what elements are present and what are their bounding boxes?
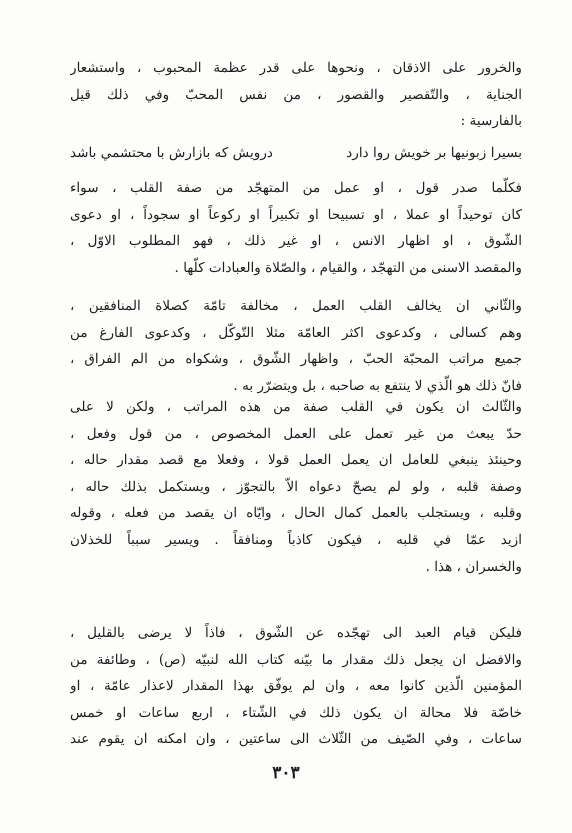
text-line: الشّوق ، او اظهار الانس ، او غير ذلك ، فهو المطلوب الاوّل ،: [70, 233, 522, 250]
paragraph-second-case: [70, 293, 522, 399]
text-line: كان توحيداً او عملا ، او تسبيحا او تكبيراً او ركوعاً او سجوداً ، او دعوى: [70, 206, 522, 223]
text-line: فليكن قيام العبد الى تهجّده عن الشّوق ، فاذاً لا يرضى بالقليل ،: [70, 625, 522, 641]
text-line: ساعات ، وفي الصّيف من الثّلاث الى ساعتين ، وان امكنه ان يقوم عند: [70, 731, 522, 748]
text-line: فانّ ذلك هو الّذي لا ينتفع به صاحبه ، بل ويتضرّر به .: [233, 377, 522, 394]
text-line: والثّالث ان يكون في القلب صفة من هذه المراتب ، ولكن لا على: [70, 399, 522, 415]
paragraph-first-case: [70, 175, 522, 281]
text-line: والخسران ، هذا .: [425, 558, 522, 575]
text-line: وقلبه ، ويستجلب بالعمل كمال الحال ، وايّاه ان يقصد من فعله ، وقوله: [70, 505, 522, 522]
text-line: وحينئذ ينبغي للعامل ان يعمل العمل قولا ، وفعلا مع قصد مقدار حاله ،: [70, 452, 522, 469]
verse-first-hemistich: بسيرا زبونيها بر خويش روا دارد: [346, 145, 522, 161]
page-number: ٣٠٣: [272, 763, 300, 783]
text-line: والمقصد الاسنى من التهجّد ، والقيام ، والصّلاة والعبادات كلّها .: [174, 259, 522, 276]
verse-second-hemistich: درويش كه بازارش با محتشمي باشد: [70, 145, 273, 161]
text-line: خاصّة فلا محالة ان يكون ذلك في الشّتاء ، اربع ساعات او خمس: [70, 704, 522, 721]
paragraph-third-case: [70, 394, 522, 580]
text-line: والخرور على الاذقان ، ونحوها على قدر عظمة المحبوب ، واستشعار: [70, 60, 522, 76]
persian-verse: [70, 140, 522, 168]
text-line: بالفارسية :: [460, 113, 522, 130]
text-line: ازيد عمّا في قلبه ، فيكون كاذباً ومنافقاً . ويسير سبباً للخذلان: [70, 531, 522, 548]
text-line: حدّ يبعث من غير تعمل على العمل المخصوص ، من قول وفعل ،: [70, 425, 522, 442]
text-line: المؤمنين الّذين كانوا معه ، وان لم يوفّق بهذا المقدار لاعذار عامّة ، او: [70, 678, 522, 695]
text-line: الجناية ، والتّقصير والقصور ، من نفس المحبّ وفي ذلك قيل: [70, 86, 522, 103]
text-line: وصفة قلبه ، ولو لم يصحّ دعواه الاّ بالتجوّز ، ويستكمل بذلك حاله ،: [70, 478, 522, 495]
paragraph-intro: [70, 55, 522, 135]
text-line: والثّاني ان يخالف القلب العمل ، مخالفة تامّة كصلاة المنافقين ،: [70, 298, 522, 314]
text-line: والافضل ان يجعل ذلك مقدار ما بيّنه كتاب الله لنبيّه (ص) ، وطائفة من: [70, 651, 522, 668]
text-line: وهم كسالى ، وكدعوى اكثر العامّة مثلا التّوكّل ، وكدعوى الفارغ من: [70, 324, 522, 341]
text-line: فكلّما صدر قول ، او عمل من المتهجّد من صفة القلب ، سواء: [70, 180, 522, 196]
text-line: جميع مراتب المحبّة الحبّ ، واظهار الشّوق ، وشكواه من الم الفراق ،: [70, 351, 522, 368]
paragraph-night-prayer: [70, 620, 522, 753]
